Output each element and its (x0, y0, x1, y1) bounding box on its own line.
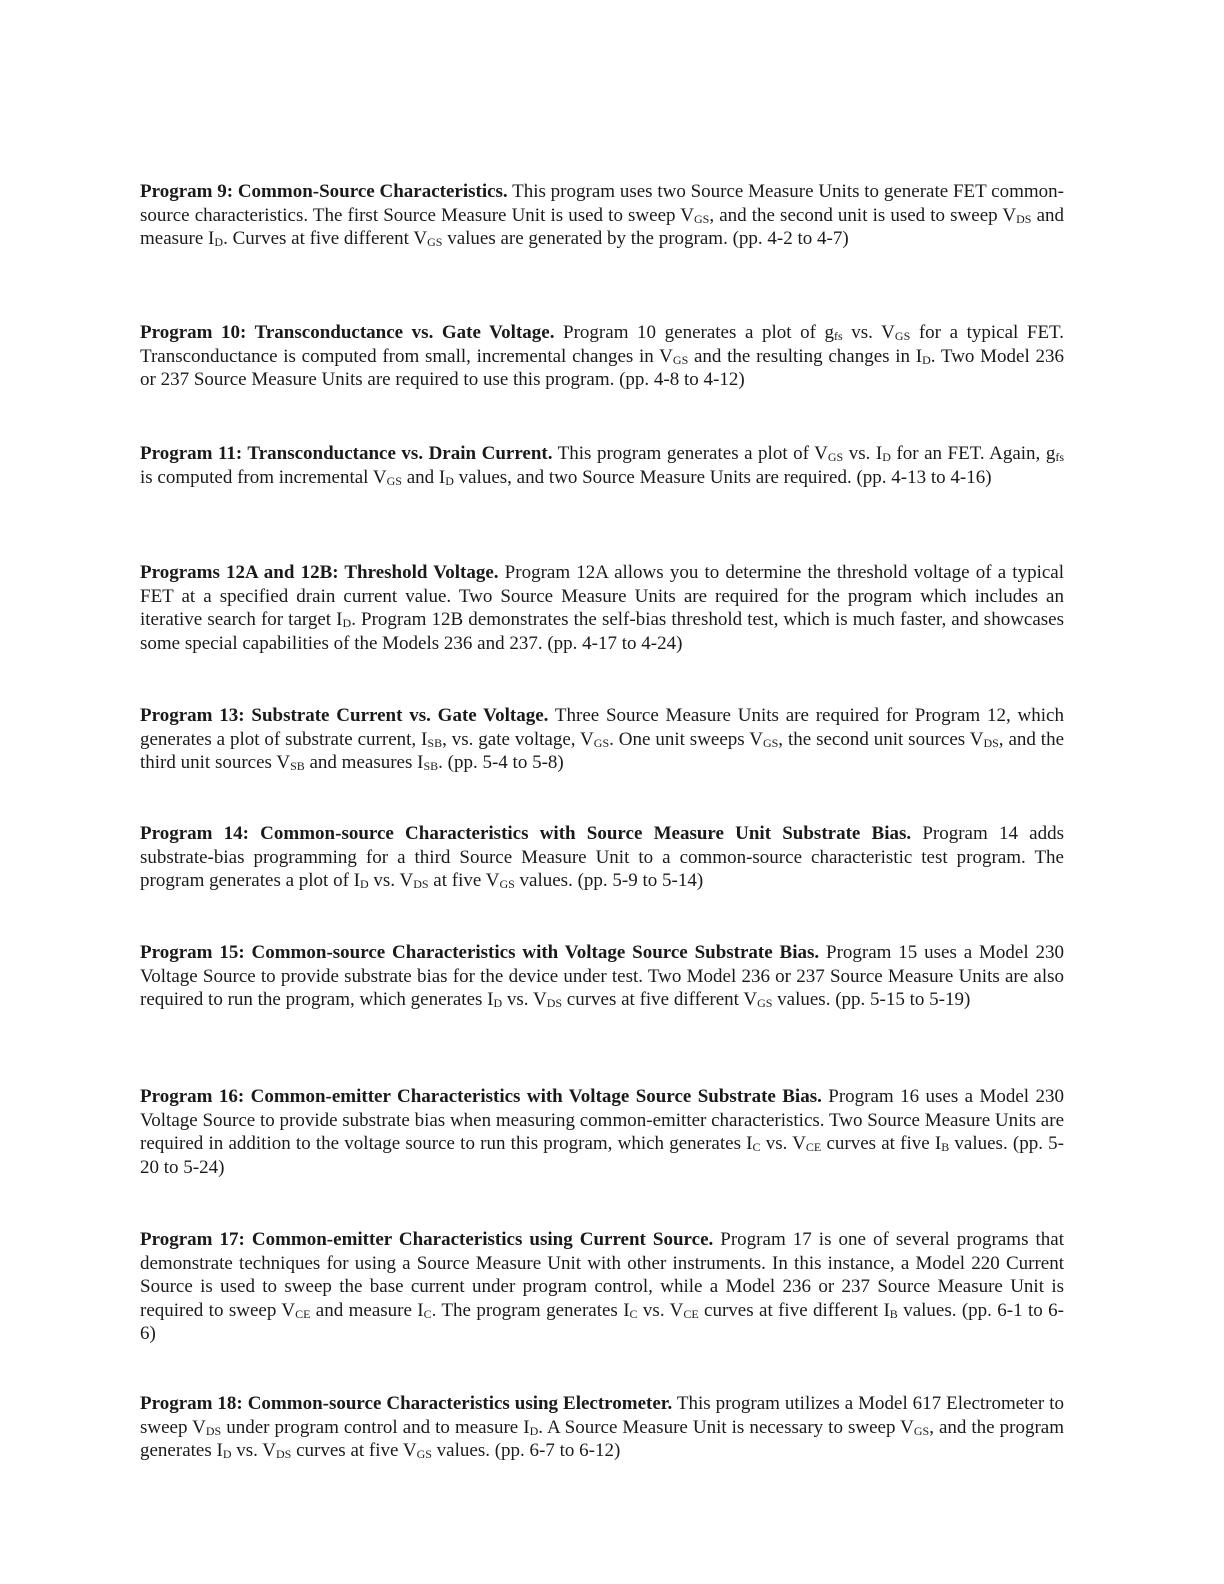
subscript: GS (894, 329, 911, 343)
subscript: SB (427, 735, 443, 750)
program-title: Program 11: Transconductance vs. Drain Current. (140, 443, 553, 464)
subscript: D (922, 352, 931, 367)
program-description: This program generates a plot of $V_{GS}$ vs. $I_D$ for an FET. Again, $g_{fs}$ is computed from incremental $V_{GS}$ and $I_D$ values, and two Source Measure Units are required. (pp. 4-13 to 4-16) (140, 443, 1064, 488)
program-entry (140, 941, 1064, 1012)
subscript: GS (913, 1423, 930, 1438)
program-entry (140, 321, 1064, 392)
subscript: C (423, 1306, 432, 1321)
program-title: Program 14: Common-source Characteristics with Source Measure Unit Substrate Bias. (140, 823, 912, 844)
program-description: Program 17 is one of several programs that demonstrate techniques for using a Source Measure Unit with other instruments. In this instance, a Model 220 Current Source is used to sweep the base current under program control, while a Model 236 or 237 Source Measure Unit is required to sweep $V_{CE}$ and measure $I_C$. The program generates $I_C$ vs. $V_{CE}$ curves at five different $I_B$ values. (pp. 6-1 to 6-6) (140, 1229, 1065, 1344)
program-description: Program 14 adds substrate-bias programming for a third Source Measure Unit to a common-source characteristic test program. The program generates a plot of $I_D$ vs. $V_{DS}$ at five $V_{GS}$ values. (pp. 5-9 to 5-14) (140, 823, 1064, 891)
program-description: This program utilizes a Model 617 Electrometer to sweep $V_{DS}$ under program control and to measure $I_D$. A Source Measure Unit is necessary to sweep $V_{GS}$, and the program generates $I_D$ vs. $V_{DS}$ curves at five $V_{GS}$ values. (pp. 6-7 to 6-12) (140, 1393, 1064, 1461)
program-entry (140, 822, 1064, 893)
program-description: Program 16 uses a Model 230 Voltage Source to provide substrate bias when measuring common-emitter characteristics. Two Source Measure Units are required in addition to the voltage source to run this program, which generates $I_C$ vs. $V_{CE}$ curves at five $I_B$ values. (pp. 5-20 to 5-24) (140, 1086, 1064, 1178)
subscript: GS (672, 352, 689, 367)
program-entry (140, 561, 1064, 655)
subscript: GS (416, 1447, 432, 1461)
subscript: B (941, 1140, 950, 1154)
subscript: DS (413, 877, 429, 891)
subscript: fs (1055, 450, 1064, 464)
subscript: DS (205, 1423, 222, 1438)
subscript: D (882, 450, 891, 464)
subscript: GS (499, 877, 515, 891)
program-entry (140, 180, 1064, 251)
subscript: D (360, 877, 369, 891)
subscript: GS (427, 235, 443, 249)
subscript: CE (805, 1140, 822, 1154)
program-title: Program 18: Common-source Characteristics using Electrometer. (140, 1393, 673, 1414)
subscript: GS (757, 996, 773, 1010)
program-title: Programs 12A and 12B: Threshold Voltage. (140, 562, 499, 583)
subscript: D (222, 1447, 232, 1461)
subscript: D (342, 616, 352, 630)
program-entry (140, 1392, 1064, 1463)
subscript: GS (593, 735, 610, 750)
subscript: DS (546, 996, 563, 1010)
subscript: fs (834, 329, 843, 343)
program-description: Program 15 uses a Model 230 Voltage Source to provide substrate bias for the device under test. Two Model 236 or 237 Source Measure Units are also required to run the program, which generates $I_D$ vs. $V_{DS}$ curves at five different $V_{GS}$ values. (pp. 5-15 to 5-19) (140, 942, 1064, 1010)
subscript: D (445, 473, 454, 488)
subscript: C (629, 1306, 638, 1321)
program-title: Program 13: Substrate Current vs. Gate Voltage. (140, 705, 549, 726)
subscript: DS (983, 735, 999, 750)
program-entry (140, 442, 1064, 489)
program-entry (140, 704, 1064, 775)
program-description: Program 10 generates a plot of $g_{fs}$ vs. $V_{GS}$ for a typical FET. Transconductance is computed from small, incremental changes in $V_{GS}$ and the resulting changes in $I_D$. Two Model 236 or 237 Source Measure Units are required to use this program. (pp. 4-8 to 4-12) (140, 322, 1065, 390)
program-description: Three Source Measure Units are required for Program 12, which generates a plot of substrate current, $I_{SB}$, vs. gate voltage, $V_{GS}$. One unit sweeps $V_{GS}$, the second unit sources $V_{DS}$, and the third unit sources $V_{SB}$ and measures $I_{SB}$. (pp. 5-4 to 5-8) (140, 705, 1064, 773)
program-title: Program 9: Common-Source Characteristics. (140, 181, 508, 202)
program-entry (140, 1228, 1064, 1346)
subscript: DS (1016, 211, 1032, 226)
subscript: C (752, 1140, 761, 1154)
subscript: B (889, 1306, 898, 1321)
program-title: Program 10: Transconductance vs. Gate Voltage. (140, 322, 555, 343)
subscript: SB (423, 759, 439, 773)
subscript: CE (295, 1306, 311, 1321)
program-description: This program uses two Source Measure Units to generate FET common-source characteristics. The first Source Measure Unit is used to sweep $V_{GS}$, and the second unit is used to sweep $V_{DS}$ and measure $I_D$. Curves at five different $V_{GS}$ values are generated by the program. (pp. 4-2 to 4-7) (140, 181, 1065, 249)
program-entry (140, 1085, 1064, 1179)
subscript: GS (762, 735, 779, 750)
program-title: Program 17: Common-emitter Characteristics using Current Source. (140, 1229, 714, 1250)
program-description: Program 12A allows you to determine the threshold voltage of a typical FET at a specified drain current value. Two Source Measure Units are required for the program which includes an iterative search for target $I_D$. Program 12B demonstrates the self-bias threshold test, which is much faster, and showcases some special capabilities of the Models 236 and 237. (pp. 4-17 to 4-24) (140, 562, 1065, 654)
subscript: GS (386, 473, 402, 488)
subscript: D (493, 996, 503, 1010)
subscript: GS (694, 211, 710, 226)
subscript: SB (290, 759, 305, 773)
program-title: Program 16: Common-emitter Characteristics with Voltage Source Substrate Bias. (140, 1086, 822, 1107)
subscript: DS (276, 1447, 292, 1461)
subscript: D (529, 1423, 539, 1438)
program-title: Program 15: Common-source Characteristics with Voltage Source Substrate Bias. (140, 942, 820, 963)
subscript: GS (827, 450, 844, 464)
subscript: D (214, 235, 224, 249)
subscript: CE (683, 1306, 699, 1321)
